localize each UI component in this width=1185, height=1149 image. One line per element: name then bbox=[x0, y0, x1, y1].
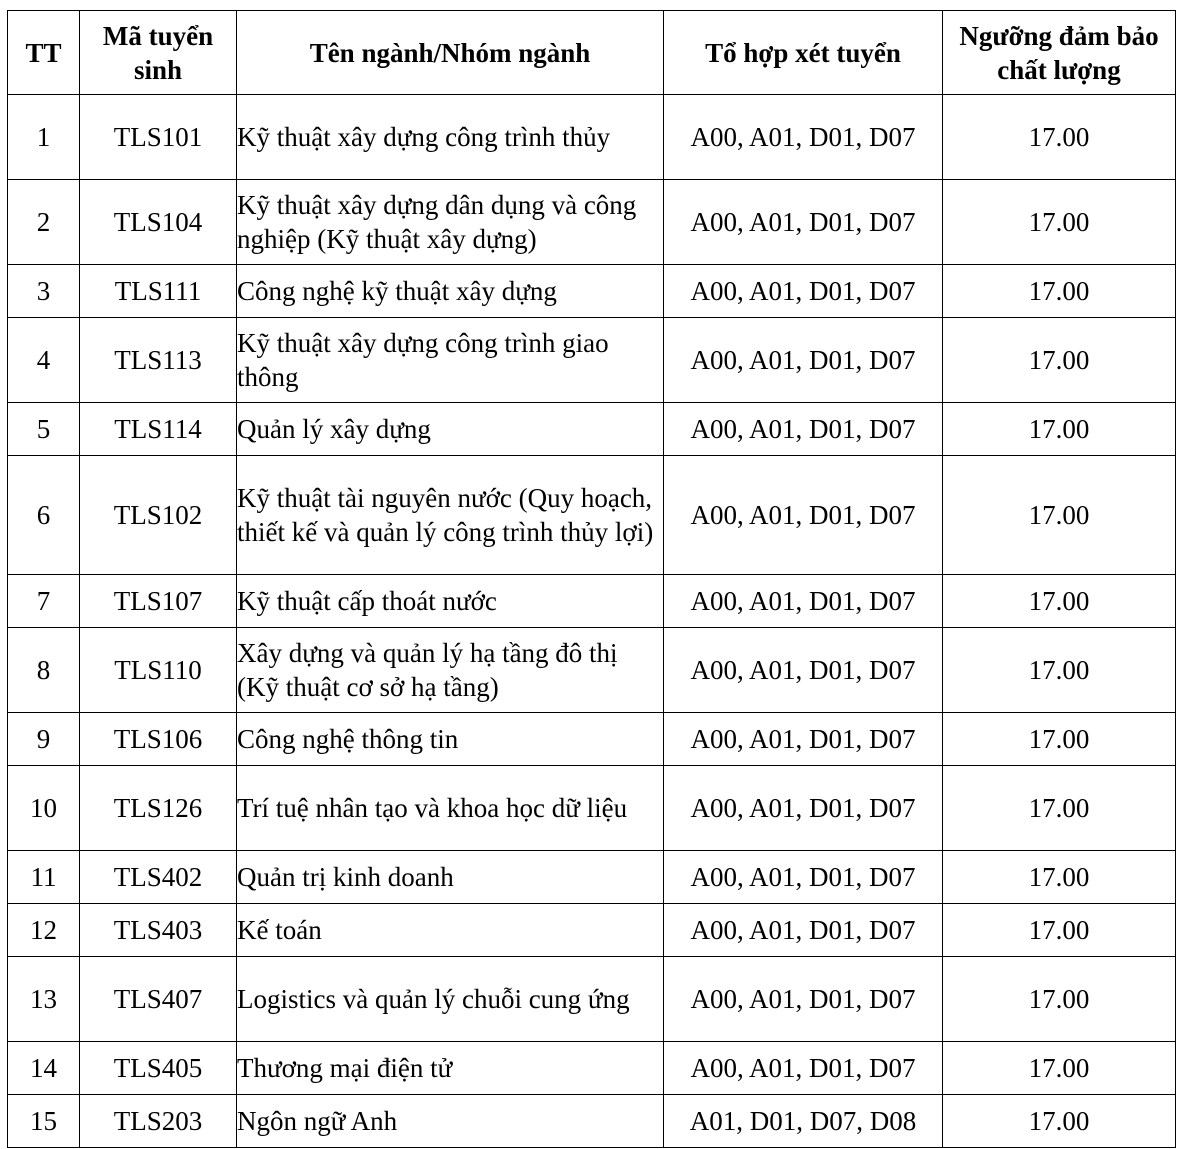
cell-tt: 11 bbox=[8, 851, 80, 904]
table-header-row bbox=[8, 11, 1176, 95]
cell-name: Kỹ thuật cấp thoát nước bbox=[237, 575, 664, 628]
header-threshold: Ngưỡng đảm bảo chất lượng bbox=[943, 11, 1176, 95]
table-row bbox=[8, 95, 1176, 180]
cell-code: TLS104 bbox=[80, 180, 237, 265]
cell-code: TLS111 bbox=[80, 265, 237, 318]
cell-combo: A00, A01, D01, D07 bbox=[664, 95, 943, 180]
table-row bbox=[8, 628, 1176, 713]
cell-combo: A01, D01, D07, D08 bbox=[664, 1095, 943, 1148]
table-row bbox=[8, 766, 1176, 851]
cell-threshold: 17.00 bbox=[943, 628, 1176, 713]
header-code: Mã tuyển sinh bbox=[80, 11, 237, 95]
cell-combo: A00, A01, D01, D07 bbox=[664, 265, 943, 318]
cell-threshold: 17.00 bbox=[943, 713, 1176, 766]
cell-name: Xây dựng và quản lý hạ tầng đô thị (Kỹ thuật cơ sở hạ tầng) bbox=[237, 628, 664, 713]
table-row bbox=[8, 957, 1176, 1042]
table-row bbox=[8, 318, 1176, 403]
table-row bbox=[8, 403, 1176, 456]
cell-combo: A00, A01, D01, D07 bbox=[664, 318, 943, 403]
cell-threshold: 17.00 bbox=[943, 957, 1176, 1042]
cell-tt: 10 bbox=[8, 766, 80, 851]
cell-name: Công nghệ kỹ thuật xây dựng bbox=[237, 265, 664, 318]
cell-threshold: 17.00 bbox=[943, 265, 1176, 318]
header-name: Tên ngành/Nhóm ngành bbox=[237, 11, 664, 95]
cell-combo: A00, A01, D01, D07 bbox=[664, 456, 943, 575]
table-row bbox=[8, 713, 1176, 766]
cell-tt: 13 bbox=[8, 957, 80, 1042]
header-tt: TT bbox=[8, 11, 80, 95]
cell-code: TLS405 bbox=[80, 1042, 237, 1095]
table-row bbox=[8, 575, 1176, 628]
cell-code: TLS403 bbox=[80, 904, 237, 957]
table-row bbox=[8, 1042, 1176, 1095]
cell-name: Logistics và quản lý chuỗi cung ứng bbox=[237, 957, 664, 1042]
cell-code: TLS110 bbox=[80, 628, 237, 713]
cell-combo: A00, A01, D01, D07 bbox=[664, 851, 943, 904]
cell-threshold: 17.00 bbox=[943, 851, 1176, 904]
cell-threshold: 17.00 bbox=[943, 95, 1176, 180]
cell-name: Kỹ thuật tài nguyên nước (Quy hoạch, thiết kế và quản lý công trình thủy lợi) bbox=[237, 456, 664, 575]
cell-tt: 3 bbox=[8, 265, 80, 318]
cell-code: TLS107 bbox=[80, 575, 237, 628]
cell-tt: 8 bbox=[8, 628, 80, 713]
cell-name: Kế toán bbox=[237, 904, 664, 957]
cell-tt: 14 bbox=[8, 1042, 80, 1095]
cell-name: Thương mại điện tử bbox=[237, 1042, 664, 1095]
cell-threshold: 17.00 bbox=[943, 403, 1176, 456]
cell-combo: A00, A01, D01, D07 bbox=[664, 1042, 943, 1095]
table-row bbox=[8, 1095, 1176, 1148]
table-row bbox=[8, 265, 1176, 318]
cell-combo: A00, A01, D01, D07 bbox=[664, 904, 943, 957]
cell-tt: 4 bbox=[8, 318, 80, 403]
cell-threshold: 17.00 bbox=[943, 1042, 1176, 1095]
cell-combo: A00, A01, D01, D07 bbox=[664, 957, 943, 1042]
header-combo: Tổ hợp xét tuyển bbox=[664, 11, 943, 95]
cell-code: TLS126 bbox=[80, 766, 237, 851]
cell-threshold: 17.00 bbox=[943, 904, 1176, 957]
cell-threshold: 17.00 bbox=[943, 575, 1176, 628]
cell-tt: 7 bbox=[8, 575, 80, 628]
table-row bbox=[8, 456, 1176, 575]
cell-name: Kỹ thuật xây dựng công trình giao thông bbox=[237, 318, 664, 403]
cell-combo: A00, A01, D01, D07 bbox=[664, 713, 943, 766]
cell-tt: 15 bbox=[8, 1095, 80, 1148]
cell-name: Công nghệ thông tin bbox=[237, 713, 664, 766]
cell-threshold: 17.00 bbox=[943, 456, 1176, 575]
cell-tt: 12 bbox=[8, 904, 80, 957]
cell-code: TLS407 bbox=[80, 957, 237, 1042]
cell-tt: 2 bbox=[8, 180, 80, 265]
cell-name: Ngôn ngữ Anh bbox=[237, 1095, 664, 1148]
admissions-threshold-table bbox=[7, 10, 1176, 1148]
cell-tt: 6 bbox=[8, 456, 80, 575]
cell-name: Kỹ thuật xây dựng công trình thủy bbox=[237, 95, 664, 180]
cell-code: TLS402 bbox=[80, 851, 237, 904]
cell-tt: 1 bbox=[8, 95, 80, 180]
cell-code: TLS106 bbox=[80, 713, 237, 766]
cell-code: TLS203 bbox=[80, 1095, 237, 1148]
cell-threshold: 17.00 bbox=[943, 180, 1176, 265]
cell-combo: A00, A01, D01, D07 bbox=[664, 180, 943, 265]
cell-threshold: 17.00 bbox=[943, 318, 1176, 403]
cell-name: Trí tuệ nhân tạo và khoa học dữ liệu bbox=[237, 766, 664, 851]
cell-tt: 9 bbox=[8, 713, 80, 766]
cell-combo: A00, A01, D01, D07 bbox=[664, 403, 943, 456]
cell-threshold: 17.00 bbox=[943, 766, 1176, 851]
cell-combo: A00, A01, D01, D07 bbox=[664, 628, 943, 713]
cell-name: Quản lý xây dựng bbox=[237, 403, 664, 456]
table-row bbox=[8, 180, 1176, 265]
cell-code: TLS114 bbox=[80, 403, 237, 456]
table-row bbox=[8, 904, 1176, 957]
cell-threshold: 17.00 bbox=[943, 1095, 1176, 1148]
cell-name: Kỹ thuật xây dựng dân dụng và công nghiệp (Kỹ thuật xây dựng) bbox=[237, 180, 664, 265]
cell-combo: A00, A01, D01, D07 bbox=[664, 766, 943, 851]
cell-code: TLS102 bbox=[80, 456, 237, 575]
cell-name: Quản trị kinh doanh bbox=[237, 851, 664, 904]
cell-tt: 5 bbox=[8, 403, 80, 456]
cell-code: TLS113 bbox=[80, 318, 237, 403]
cell-combo: A00, A01, D01, D07 bbox=[664, 575, 943, 628]
cell-code: TLS101 bbox=[80, 95, 237, 180]
table-row bbox=[8, 851, 1176, 904]
